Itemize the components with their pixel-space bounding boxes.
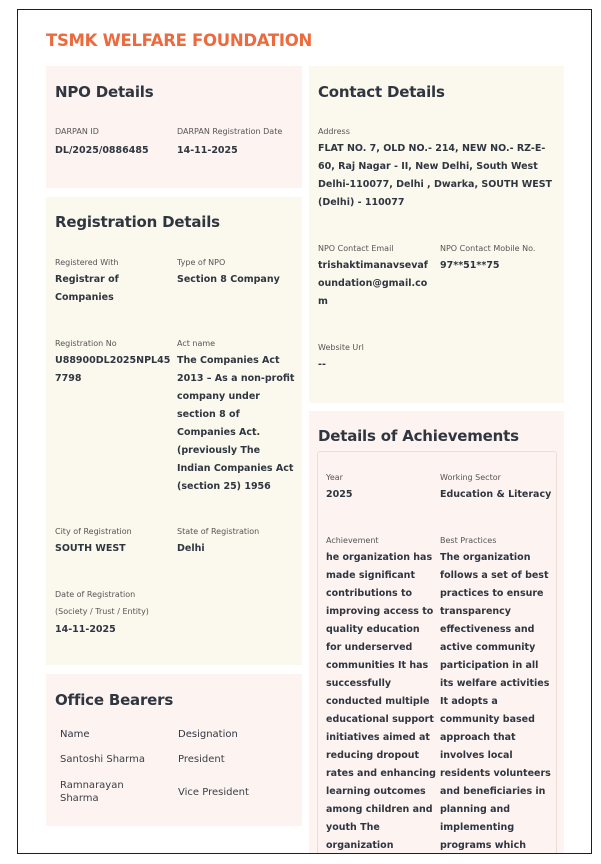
bearer-name-1: Santoshi Sharma bbox=[60, 754, 145, 765]
address-label: Address bbox=[318, 127, 350, 136]
year-value: 2025 bbox=[326, 489, 353, 500]
website-value: -- bbox=[318, 359, 326, 370]
year-label: Year bbox=[326, 473, 343, 482]
npo-type-label: Type of NPO bbox=[177, 258, 226, 267]
best-practices-value: The organization follows a set of best practices to ensure transparency effectiveness and active community participation in all its welfare activities It adopts a community based approach that involves local residents volunteers and beneficiaries in planning and implementing programs which bbox=[440, 552, 551, 851]
col-header-designation: Designation bbox=[178, 729, 238, 740]
registration-no-label: Registration No bbox=[55, 339, 117, 348]
npo-details-title: NPO Details bbox=[55, 83, 154, 101]
contact-details-card bbox=[309, 66, 564, 403]
city-value: SOUTH WEST bbox=[55, 543, 126, 554]
act-name-value: The Companies Act 2013 – As a non-profit company under section 8 of Companies Act. (previously The Indian Companies Act (section 25) 1956 bbox=[177, 355, 295, 492]
sector-label: Working Sector bbox=[440, 473, 501, 482]
website-label: Website Url bbox=[318, 343, 364, 352]
city-label: City of Registration bbox=[55, 527, 132, 536]
achievements-card bbox=[309, 411, 564, 854]
office-bearers-card bbox=[46, 674, 302, 826]
email-value: trishaktimanavsevafoundation@gmail.com bbox=[318, 260, 428, 307]
mobile-label: NPO Contact Mobile No. bbox=[440, 244, 536, 253]
col-header-name: Name bbox=[60, 729, 90, 740]
registration-details-title: Registration Details bbox=[55, 213, 220, 231]
document-page bbox=[17, 9, 592, 854]
state-value: Delhi bbox=[177, 543, 205, 554]
bearer-designation-1: President bbox=[178, 754, 225, 765]
sector-value: Education & Literacy bbox=[440, 489, 552, 500]
registered-with-value: Registrar of Companies bbox=[55, 274, 119, 303]
achievement-entry bbox=[317, 451, 557, 854]
contact-details-title: Contact Details bbox=[318, 83, 445, 101]
office-bearers-title: Office Bearers bbox=[55, 691, 174, 709]
registration-date-value: 14-11-2025 bbox=[55, 624, 116, 635]
registration-date-sublabel: (Society / Trust / Entity) bbox=[55, 607, 149, 616]
act-name-label: Act name bbox=[177, 339, 216, 348]
darpan-date-value: 14-11-2025 bbox=[177, 145, 238, 156]
org-name: TSMK WELFARE FOUNDATION bbox=[46, 31, 312, 50]
address-value: FLAT NO. 7, OLD NO.- 214, NEW NO.- RZ-E-60, Raj Nagar - II, New Delhi, South West Delhi-110077, Delhi , Dwarka, SOUTH WEST (Delhi) - 110077 bbox=[318, 143, 553, 208]
registered-with-label: Registered With bbox=[55, 258, 119, 267]
email-label: NPO Contact Email bbox=[318, 244, 394, 253]
npo-details-card bbox=[46, 66, 302, 188]
achievement-value: he organization has made significant contributions to improving access to quality education for underserved communities It has successfully conducted multiple educational support initiatives aimed at reducing dropout rates and enhancing learning outcomes among children and youth The organization bbox=[326, 552, 436, 851]
mobile-value: 97**51**75 bbox=[440, 260, 500, 271]
best-practices-label: Best Practices bbox=[440, 536, 497, 545]
state-label: State of Registration bbox=[177, 527, 260, 536]
bearer-designation-2: Vice President bbox=[178, 787, 249, 798]
darpan-id-label: DARPAN ID bbox=[55, 127, 99, 136]
darpan-id-value: DL/2025/0886485 bbox=[55, 145, 149, 156]
registration-date-label: Date of Registration bbox=[55, 590, 136, 599]
bearer-name-2: Ramnarayan Sharma bbox=[60, 780, 124, 804]
achievements-title: Details of Achievements bbox=[318, 427, 519, 445]
darpan-date-label: DARPAN Registration Date bbox=[177, 127, 283, 136]
registration-no-value: U88900DL2025NPL457798 bbox=[55, 355, 171, 384]
registration-details-card bbox=[46, 197, 302, 665]
npo-type-value: Section 8 Company bbox=[177, 274, 280, 285]
achievement-label: Achievement bbox=[326, 536, 379, 545]
